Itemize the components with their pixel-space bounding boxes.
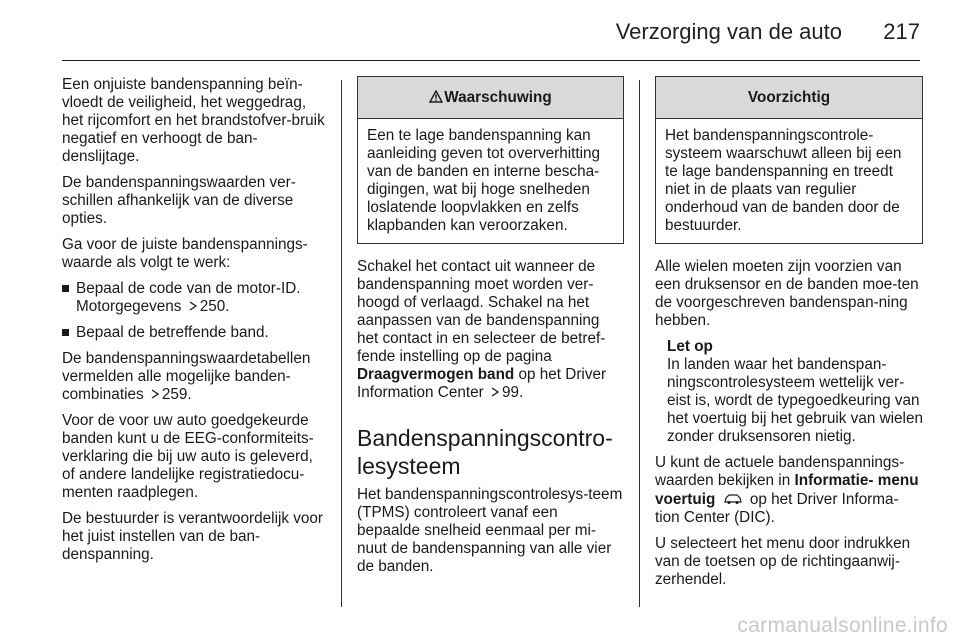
- paragraph-dic-after: op het Driver Informa-tion Center (DIC).: [655, 491, 899, 526]
- header-title: Verzorging van de auto: [615, 19, 842, 44]
- paragraph-2: De bandenspanningswaarden ver-schillen afhankelijk van de diverse opties.: [62, 174, 296, 227]
- column-2: [357, 76, 624, 584]
- paragraph-sensors: Alle wielen moeten zijn voorzien van een druksensor en de banden moe-ten de voorgeschreven bandenspan-ning hebben.: [655, 258, 919, 329]
- paragraph-1: Een onjuiste bandenspanning beïn-vloedt de veiligheid, het weggedrag, het rijcomfort en het brandstofver-bruik negatief en verhoogt de ban-denslijtage.: [62, 76, 325, 165]
- ref-link-250[interactable]: 250.: [199, 298, 230, 315]
- paragraph-4: [62, 350, 327, 404]
- paragraph-contact-after: op het Driver Information Center: [357, 366, 607, 401]
- paragraph-4-text: De bandenspanningswaardetabellen vermelden alle mogelijke banden-combinaties: [62, 350, 311, 403]
- bullet-item-2: [62, 324, 327, 342]
- paragraph-5: Voor de voor uw auto goedgekeurde banden kunt u de EEG-conformiteits-verklaring die bij uw auto is geleverd, of andere landelijke registratiedocu-menten raadplegen.: [62, 412, 314, 501]
- column-divider-2: [639, 80, 640, 607]
- page-number: 217: [883, 19, 920, 44]
- arrow-ref-icon: [150, 386, 160, 404]
- caution-box: [655, 76, 923, 244]
- caution-header: Voorzichtig: [656, 77, 922, 119]
- paragraph-contact: [357, 258, 624, 402]
- page-header: [62, 14, 920, 61]
- bullet-item-1: [62, 280, 327, 316]
- note-label: Let op: [667, 338, 713, 355]
- ref-link-99[interactable]: 99.: [501, 384, 524, 401]
- paragraph-tpms: Het bandenspanningscontrolesys-teem (TPMS) controleert vanaf een bepaalde snelheid eenmaal per mi-nuut de bandenspanning van alle vier de banden.: [357, 486, 623, 575]
- paragraph-menu-select: U selecteert het menu door indrukken van de toetsen op de richtingaanwij-zerhendel.: [655, 535, 911, 588]
- warning-body: Een te lage bandenspanning kan aanleiding geven tot oververhitting van de banden en interne bescha-digingen, wat bij hoge snelheden loslatende loopvlakken en zelfs klapbanden kan veroorzaken.: [367, 127, 601, 234]
- warning-title: Waarschuwing: [444, 89, 552, 106]
- warning-triangle-icon: [429, 77, 443, 118]
- menu-name-draagvermogen: Draagvermogen band: [357, 366, 515, 383]
- car-icon: [723, 490, 743, 508]
- ref-link-259[interactable]: 259.: [161, 386, 192, 403]
- warning-box: [357, 76, 624, 244]
- column-1: [62, 76, 327, 572]
- bullet-2-text: Bepaal de betreffende band.: [76, 324, 269, 341]
- caution-body: Het bandenspanningscontrole-systeem waarschuwt alleen bij een te lage bandenspanning en treedt niet in de plaats van regulier onderhoud van de banden door de bestuurder.: [665, 127, 902, 234]
- arrow-ref-icon: [188, 298, 198, 316]
- bullet-square-icon: [62, 285, 69, 292]
- note-body: In landen waar het bandenspan-ningscontrolesysteem wettelijk ver-eist is, wordt de typegoedkeuring van het voertuig bij het gebruik van wielen zonder druksensoren nietig.: [667, 356, 923, 445]
- menu-name-informatie: Informatie- menu voertuig: [655, 472, 919, 508]
- paragraph-dic-text: U kunt de actuele bandenspannings-waarden bekijken in: [655, 454, 905, 489]
- column-3: [655, 76, 923, 597]
- arrow-ref-icon: [490, 384, 500, 402]
- paragraph-6: De bestuurder is verantwoordelijk voor het juist instellen van de ban-denspanning.: [62, 510, 324, 563]
- paragraph-3: Ga voor de juiste bandenspannings-waarde als volgt te werk:: [62, 236, 308, 271]
- paragraph-dic: [655, 454, 923, 527]
- section-heading-tpms: Bandenspanningscontro-lesysteem: [357, 425, 613, 479]
- warning-header: [358, 77, 623, 119]
- note-block: [655, 338, 923, 446]
- watermark: carmanualsonline.info: [737, 614, 948, 637]
- column-divider-1: [341, 80, 342, 607]
- paragraph-contact-text: Schakel het contact uit wanneer de bandenspanning moet worden ver-hoogd of verlaagd. Schakel na het aanpassen van de bandenspanning het contact in en selecteer de betref-fende instelling op de pagina: [357, 258, 606, 365]
- bullet-1-text: Bepaal de code van de motor-ID. Motorgegevens: [76, 280, 301, 315]
- bullet-square-icon: [62, 329, 69, 336]
